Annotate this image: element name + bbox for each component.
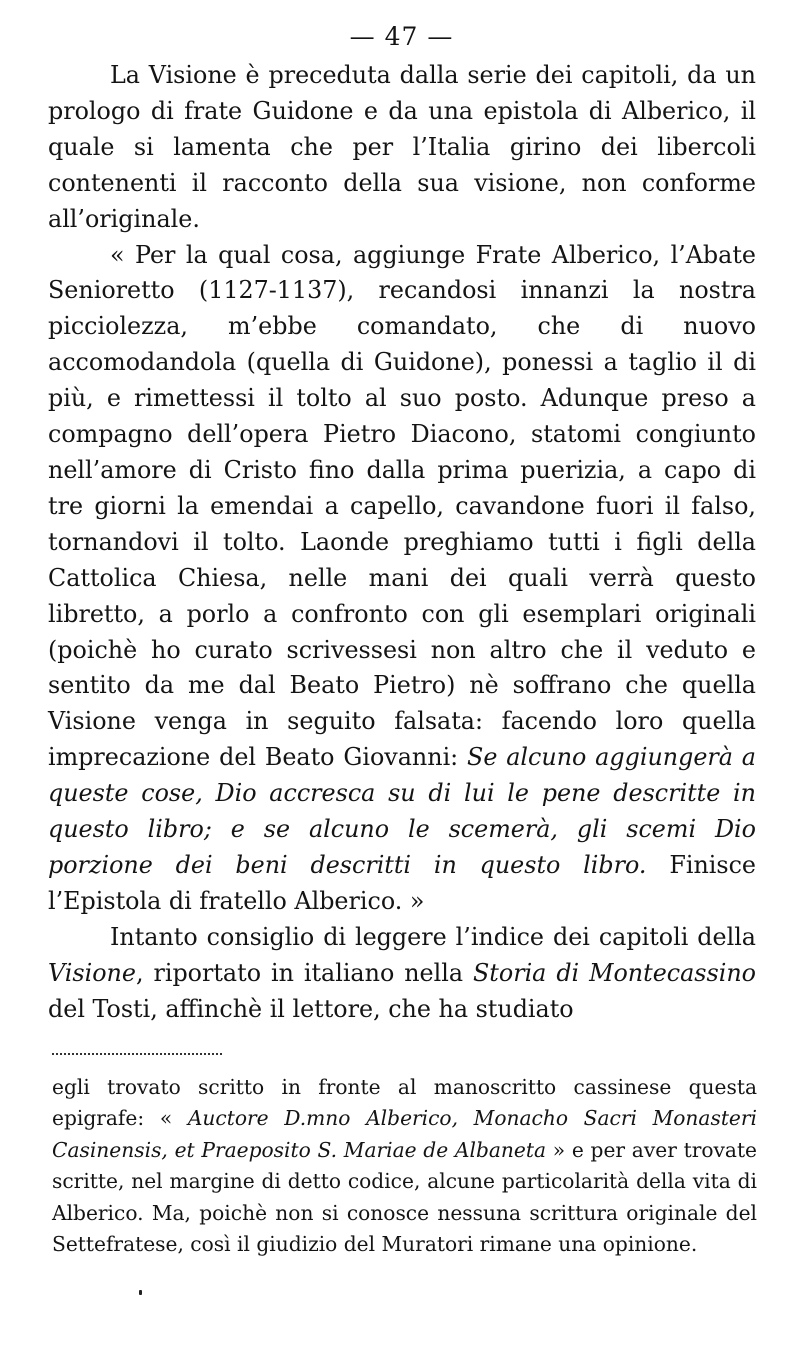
footnote-separator: [52, 1053, 222, 1055]
paragraph-2: [48, 238, 756, 920]
footnote-text: [52, 1072, 757, 1260]
paragraph-3-italic-storia: Storia di Montecassino: [473, 958, 756, 987]
main-text: [48, 58, 756, 1027]
paragraph-2-italic-quote: Se alcuno aggiungerà a queste cose, Dio accresca su di lui le pene descritte in questo libro; e se alcuno le scemerà, gli scemi Dio porzione dei beni descritti in questo libro.: [48, 743, 756, 879]
paragraph-1: La Visione è preceduta dalla serie dei capitoli, da un prologo di frate Guidone e da una epistola di Alberico, il quale si lamenta che per l’Italia girino dei libercoli contenenti il racconto della sua visione, non conforme all’originale.: [48, 61, 756, 233]
ink-speck: [139, 1290, 142, 1295]
footnote-epigraph: Auctore D.mno Alberico, Monacho Sacri Monasteri Casinensis, et Praeposito S. Mariae de Albaneta: [52, 1106, 757, 1162]
paragraph-3-text-a: Intanto consiglio di leggere l’indice dei capitoli della: [110, 922, 756, 951]
paragraph-3: [48, 920, 756, 1028]
paragraph-3-text-c: del Tosti, affinchè il lettore, che ha studiato: [48, 994, 574, 1023]
paragraph-2-text-b: Finisce l’Epistola di fratello Alberico. »: [48, 850, 757, 915]
page-number: — 47 —: [349, 22, 454, 51]
paragraph-3-italic-visione: Visione: [48, 958, 136, 987]
paragraph-3-text-b: , riportato in italiano nella: [135, 958, 473, 987]
paragraph-2-text-a: « Per la qual cosa, aggiunge Frate Alberico, l’Abate Senioretto (1127-1137), recandosi innanzi la nostra picciolezza, m’ebbe comandato, che di nuovo accomodandola (quella di Guidone), ponessi a taglio il di più, e rimettessi il tolto al suo posto. Adunque preso a compagno dell’opera Pietro Diacono, statomi congiunto nell’amore di Cristo fino dalla prima puerizia, a capo di tre giorni la emendai a capello, cavandone fuori il falso, tornandovi il tolto. Laonde preghiamo tutti i figli della Cattolica Chiesa, nelle mani dei quali verrà questo libretto, a porlo a confronto con gli esemplari originali (poichè ho curato scrivessesi non altro che il veduto e sentito da me dal Beato Pietro) nè soffrano che quella Visione venga in seguito falsata: facendo loro quella imprecazione del Beato Giovanni:: [48, 240, 756, 772]
footnote: [52, 1072, 757, 1260]
footnote-text-a: egli trovato scritto in fronte al manoscritto cassinese questa epigrafe: «: [52, 1075, 757, 1131]
footnote-text-b: » e per aver trovate scritte, nel margine di detto codice, alcune particolarità della vita di Alberico. Ma, poichè non si conosce nessuna scrittura originale del Settefratese, così il giudizio del Muratori rimane una opinione.: [52, 1137, 757, 1257]
